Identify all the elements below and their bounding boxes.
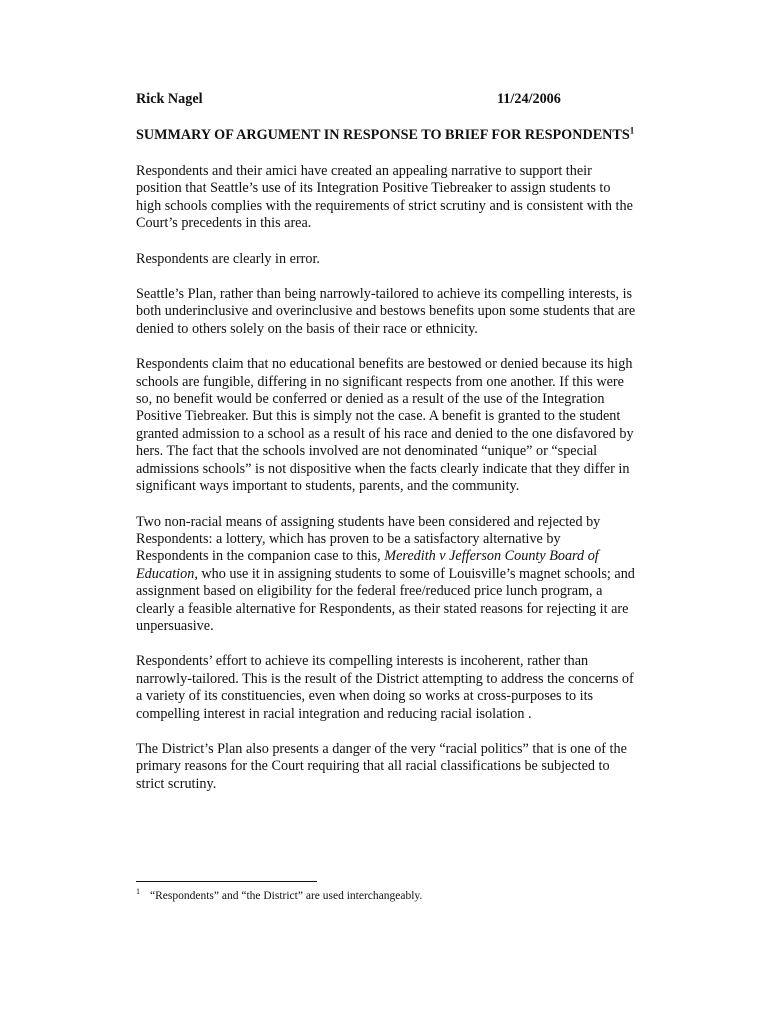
footnote-divider (136, 881, 317, 882)
author-name: Rick Nagel (136, 91, 203, 107)
paragraph-error: Respondents are clearly in error. (136, 250, 320, 267)
title-text: SUMMARY OF ARGUMENT IN RESPONSE TO BRIEF FOR RESPONDENTS (136, 127, 630, 143)
paragraph-alternatives (136, 514, 636, 636)
case-citation: Meredith v Jefferson County Board of Education, (136, 548, 599, 582)
paragraph-incoherent: Respondents’ effort to achieve its compelling interests is incoherent, rather than narrowly-tailored. This is the result of the District attempting to address the concerns of a variety of its constituencies, even when doing so works at cross-purposes to its compelling interest in racial integration and reducing racial isolation . (136, 653, 634, 722)
footnote-text: “Respondents” and “the District” are used interchangeably. (150, 890, 423, 902)
alternatives-text-after: who use it in assigning students to some of Louisville’s magnet schools; and assignment based on eligibility for the federal free/reduced price lunch program, a clearly a feasible alternative for Respondents, as their stated reasons for rejecting it are unpersuasive. (136, 565, 635, 634)
paragraph-plan: Seattle’s Plan, rather than being narrowly-tailored to achieve its compelling interests, is both underinclusive and overinclusive and bestows benefits upon some students that are denied to others solely on the basis of their race or ethnicity. (136, 286, 636, 337)
document-title (136, 126, 636, 144)
document-page (136, 86, 636, 793)
footnote-marker: 1 (136, 887, 140, 897)
title-footnote-marker: 1 (629, 125, 635, 136)
alternatives-text-before: Two non-racial means of assigning students have been considered and rejected by Respondents: a lottery, which has proven to be a satisfactory alternative by Respondents in the companion case to this, (136, 513, 601, 565)
footnote (136, 889, 422, 903)
paragraph-intro: Respondents and their amici have created an appealing narrative to support their position that Seattle’s use of its Integration Positive Tiebreaker to assign students to high schools complies with the requirements of strict scrutiny and is consistent with the Court’s precedents in this area. (136, 163, 633, 232)
paragraph-benefits: Respondents claim that no educational benefits are bestowed or denied because its high schools are fungible, differing in no significant respects from one another. If this were so, no benefit would be conferred or denied as a result of the use of the Integration Positive Tiebreaker. But this is simply not the case. A benefit is granted to the student granted admission to a school as a result of his race and denied to the one disfavored by hers. The fact that the schools involved are not denominated “unique” or “special admissions schools” is not dispositive when the facts clearly indicate that they differ in significant ways important to students, parents, and the community. (136, 356, 634, 495)
document-header (136, 86, 636, 106)
document-date: 11/24/2006 (497, 91, 561, 107)
paragraph-racial-politics: The District’s Plan also presents a danger of the very “racial politics” that is one of the primary reasons for the Court requiring that all racial classifications be subjected to strict scrutiny. (136, 740, 627, 792)
